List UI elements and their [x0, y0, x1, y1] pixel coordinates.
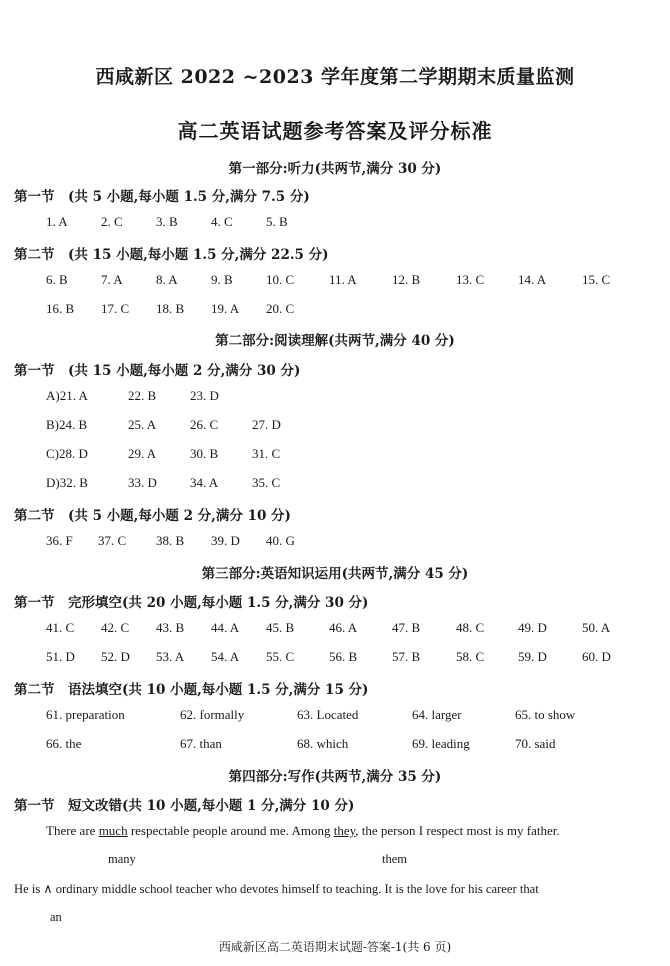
answer-item: 17. C — [101, 301, 130, 316]
answer-item: 69. leading — [412, 736, 470, 751]
answer-item: 30. B — [190, 446, 219, 461]
answer-item: A)21. A — [46, 388, 88, 403]
answer-item: 12. B — [392, 272, 421, 287]
part1-sec1-heading: 第一节 (共 5 小题,每小题 1.5 分,满分 7.5 分) — [14, 189, 310, 205]
exam-title: 西咸新区 2022 ~2023 学年度第二学期期末质量监测 — [95, 66, 575, 88]
answer-item: 16. B — [46, 301, 75, 316]
sentence-text: , the person I respect most is my father. — [355, 823, 560, 838]
part3-sec1-heading: 第一节 完形填空(共 20 小题,每小题 1.5 分,满分 30 分) — [14, 595, 369, 611]
sentence-text: There are — [46, 823, 99, 838]
answer-item: 26. C — [190, 417, 219, 432]
answer-item: 14. A — [518, 272, 547, 287]
marked-error-word: much — [98, 823, 128, 838]
answer-item: 35. C — [252, 475, 281, 490]
answer-item: 68. which — [297, 736, 349, 751]
answer-item: 11. A — [329, 272, 357, 287]
answer-item: 20. C — [266, 301, 295, 316]
part2-heading: 第二部分:阅读理解(共两节,满分 40 分) — [215, 333, 455, 349]
correction-word: an — [50, 910, 62, 924]
answer-item: 53. A — [156, 649, 185, 664]
part2-sec2-heading: 第二节 (共 5 小题,每小题 2 分,满分 10 分) — [14, 508, 291, 524]
answer-item: 40. G — [266, 533, 295, 548]
answer-item: 43. B — [156, 620, 185, 635]
answer-item: 39. D — [211, 533, 240, 548]
part1-heading: 第一部分:听力(共两节,满分 30 分) — [228, 161, 442, 177]
error-correction-line-2: He is ∧ ordinary middle school teacher who devotes himself to teaching. It is the love for his career that — [14, 882, 539, 896]
answer-item: 10. C — [266, 272, 295, 287]
answer-item: 23. D — [190, 388, 219, 403]
answer-item: 70. said — [515, 736, 556, 751]
answer-item: C)28. D — [46, 446, 88, 461]
part4-sec1-heading: 第一节 短文改错(共 10 小题,每小题 1 分,满分 10 分) — [14, 798, 355, 814]
answer-item: 36. F — [46, 533, 73, 548]
answer-item: 31. C — [252, 446, 281, 461]
correction-word: them — [382, 852, 407, 866]
answer-item: 42. C — [101, 620, 130, 635]
answer-item: 50. A — [582, 620, 611, 635]
answer-item: 6. B — [46, 272, 68, 287]
sentence-text: respectable people around me. Among — [127, 823, 334, 838]
answer-item: 25. A — [128, 417, 157, 432]
answer-item: 5. B — [266, 214, 288, 229]
answer-item: 63. Located — [297, 707, 359, 722]
answer-item: 60. D — [582, 649, 611, 664]
answer-item: 37. C — [98, 533, 127, 548]
part2-sec1-heading: 第一节 (共 15 小题,每小题 2 分,满分 30 分) — [14, 363, 301, 379]
answer-item: 47. B — [392, 620, 421, 635]
answer-item: 67. than — [180, 736, 222, 751]
part3-heading: 第三部分:英语知识运用(共两节,满分 45 分) — [201, 566, 469, 582]
answer-item: 46. A — [329, 620, 358, 635]
answer-item: 38. B — [156, 533, 185, 548]
answer-item: 51. D — [46, 649, 75, 664]
part3-sec2-heading: 第二节 语法填空(共 10 小题,每小题 1.5 分,满分 15 分) — [14, 682, 369, 698]
error-correction-line-1 — [46, 823, 560, 839]
answer-item: 7. A — [101, 272, 123, 287]
document-title: 高二英语试题参考答案及评分标准 — [177, 119, 493, 143]
answer-item: 66. the — [46, 736, 82, 751]
answer-item: 61. preparation — [46, 707, 125, 722]
answer-item: 64. larger — [412, 707, 462, 722]
answer-item: 22. B — [128, 388, 157, 403]
answer-item: 55. C — [266, 649, 295, 664]
answer-item: 18. B — [156, 301, 185, 316]
answer-item: 57. B — [392, 649, 421, 664]
answer-item: 8. A — [156, 272, 178, 287]
part4-heading: 第四部分:写作(共两节,满分 35 分) — [228, 769, 442, 785]
answer-item: 48. C — [456, 620, 485, 635]
answer-item: 49. D — [518, 620, 547, 635]
marked-error-word: they — [333, 823, 356, 838]
answer-item: 1. A — [46, 214, 68, 229]
answer-item: 27. D — [252, 417, 281, 432]
answer-item: 13. C — [456, 272, 485, 287]
answer-item: 58. C — [456, 649, 485, 664]
answer-item: 34. A — [190, 475, 219, 490]
answer-item: 52. D — [101, 649, 130, 664]
answer-item: 44. A — [211, 620, 240, 635]
answer-item: 19. A — [211, 301, 240, 316]
answer-item: 3. B — [156, 214, 178, 229]
answer-item: 9. B — [211, 272, 233, 287]
answer-item: B)24. B — [46, 417, 88, 432]
answer-item: 59. D — [518, 649, 547, 664]
page-footer: 西咸新区高二英语期末试题-答案-1(共 6 页) — [218, 940, 452, 954]
answer-item: 54. A — [211, 649, 240, 664]
answer-item: 4. C — [211, 214, 233, 229]
answer-item: 45. B — [266, 620, 295, 635]
answer-item: 41. C — [46, 620, 75, 635]
answer-item: 2. C — [101, 214, 123, 229]
correction-word: many — [108, 852, 136, 866]
answer-item: 29. A — [128, 446, 157, 461]
answer-item: 15. C — [582, 272, 611, 287]
answer-item: 33. D — [128, 475, 157, 490]
answer-item: 62. formally — [180, 707, 245, 722]
answer-item: 56. B — [329, 649, 358, 664]
answer-item: 65. to show — [515, 707, 576, 722]
answer-item: D)32. B — [46, 475, 88, 490]
part1-sec2-heading: 第二节 (共 15 小题,每小题 1.5 分,满分 22.5 分) — [14, 247, 329, 263]
